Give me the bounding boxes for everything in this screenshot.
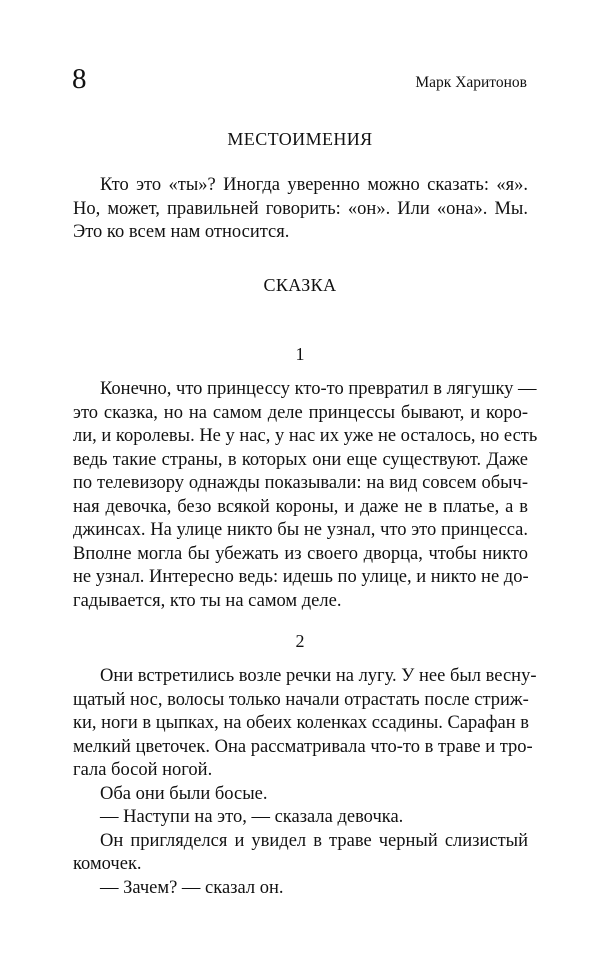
text-line: щатый нос, волосы только начали отрастать после стриж- xyxy=(73,689,529,710)
text-line: гала босой ногой. xyxy=(73,760,213,780)
section-title-mestoimeniya: МЕСТОИМЕНИЯ xyxy=(227,129,373,149)
paragraph-chapter-1 xyxy=(73,378,538,613)
text-line: ная девочка, безо всякой короны, и даже не в платье, а в xyxy=(73,496,528,517)
text-line: это сказка, но на самом деле принцессы бывают, и коро- xyxy=(73,402,528,423)
text-line: Вполне могла бы убежать из своего дворца, чтобы никто xyxy=(73,543,528,564)
text-line: ведь такие страны, в которых они еще существуют. Даже xyxy=(73,449,528,470)
text-line: Оба они были босые. xyxy=(100,783,268,804)
running-head-author: Марк Харитонов xyxy=(415,74,527,91)
text-line: не узнал. Интересно ведь: идешь по улице, и никто не до- xyxy=(73,567,529,587)
text-line: Кто это «ты»? Иногда уверенно можно сказать: «я». xyxy=(100,175,528,195)
paragraph-chapter-2 xyxy=(73,665,537,900)
text-line: ли, и королевы. Не у нас, у нас их уже не осталось, но есть xyxy=(73,426,538,446)
section-title-skazka: СКАЗКА xyxy=(263,275,337,295)
chapter-number-1: 1 xyxy=(295,344,305,364)
chapter-number-2: 2 xyxy=(295,631,305,651)
text-line: Это ко всем нам относится. xyxy=(73,222,290,242)
text-line: гадывается, кто ты на самом деле. xyxy=(73,590,342,611)
text-line: мелкий цветочек. Она рассматривала что-то в траве и тро- xyxy=(73,736,533,757)
text-line: Они встретились возле речки на лугу. У нее был весну- xyxy=(100,666,537,686)
text-line: Но, может, правильней говорить: «он». Или «она». Мы. xyxy=(73,198,528,219)
text-line: Он пригляделся и увидел в траве черный слизистый xyxy=(100,830,528,851)
text-line: по телевизору однажды показывали: на вид совсем обыч- xyxy=(73,473,528,493)
text-line: ки, ноги в цыпках, на обеих коленках ссадины. Сарафан в xyxy=(73,713,529,733)
text-line: комочек. xyxy=(73,854,142,874)
page-number: 8 xyxy=(72,63,87,95)
text-line: джинсах. На улице никто бы не узнал, что это принцесса. xyxy=(73,520,528,540)
dialogue-line: — Зачем? — сказал он. xyxy=(100,877,284,898)
paragraph-mestoimeniya xyxy=(73,174,528,245)
text-line: Конечно, что принцессу кто-то превратил в лягушку — xyxy=(100,379,537,399)
dialogue-line: — Наступи на это, — сказала девочка. xyxy=(100,807,404,827)
